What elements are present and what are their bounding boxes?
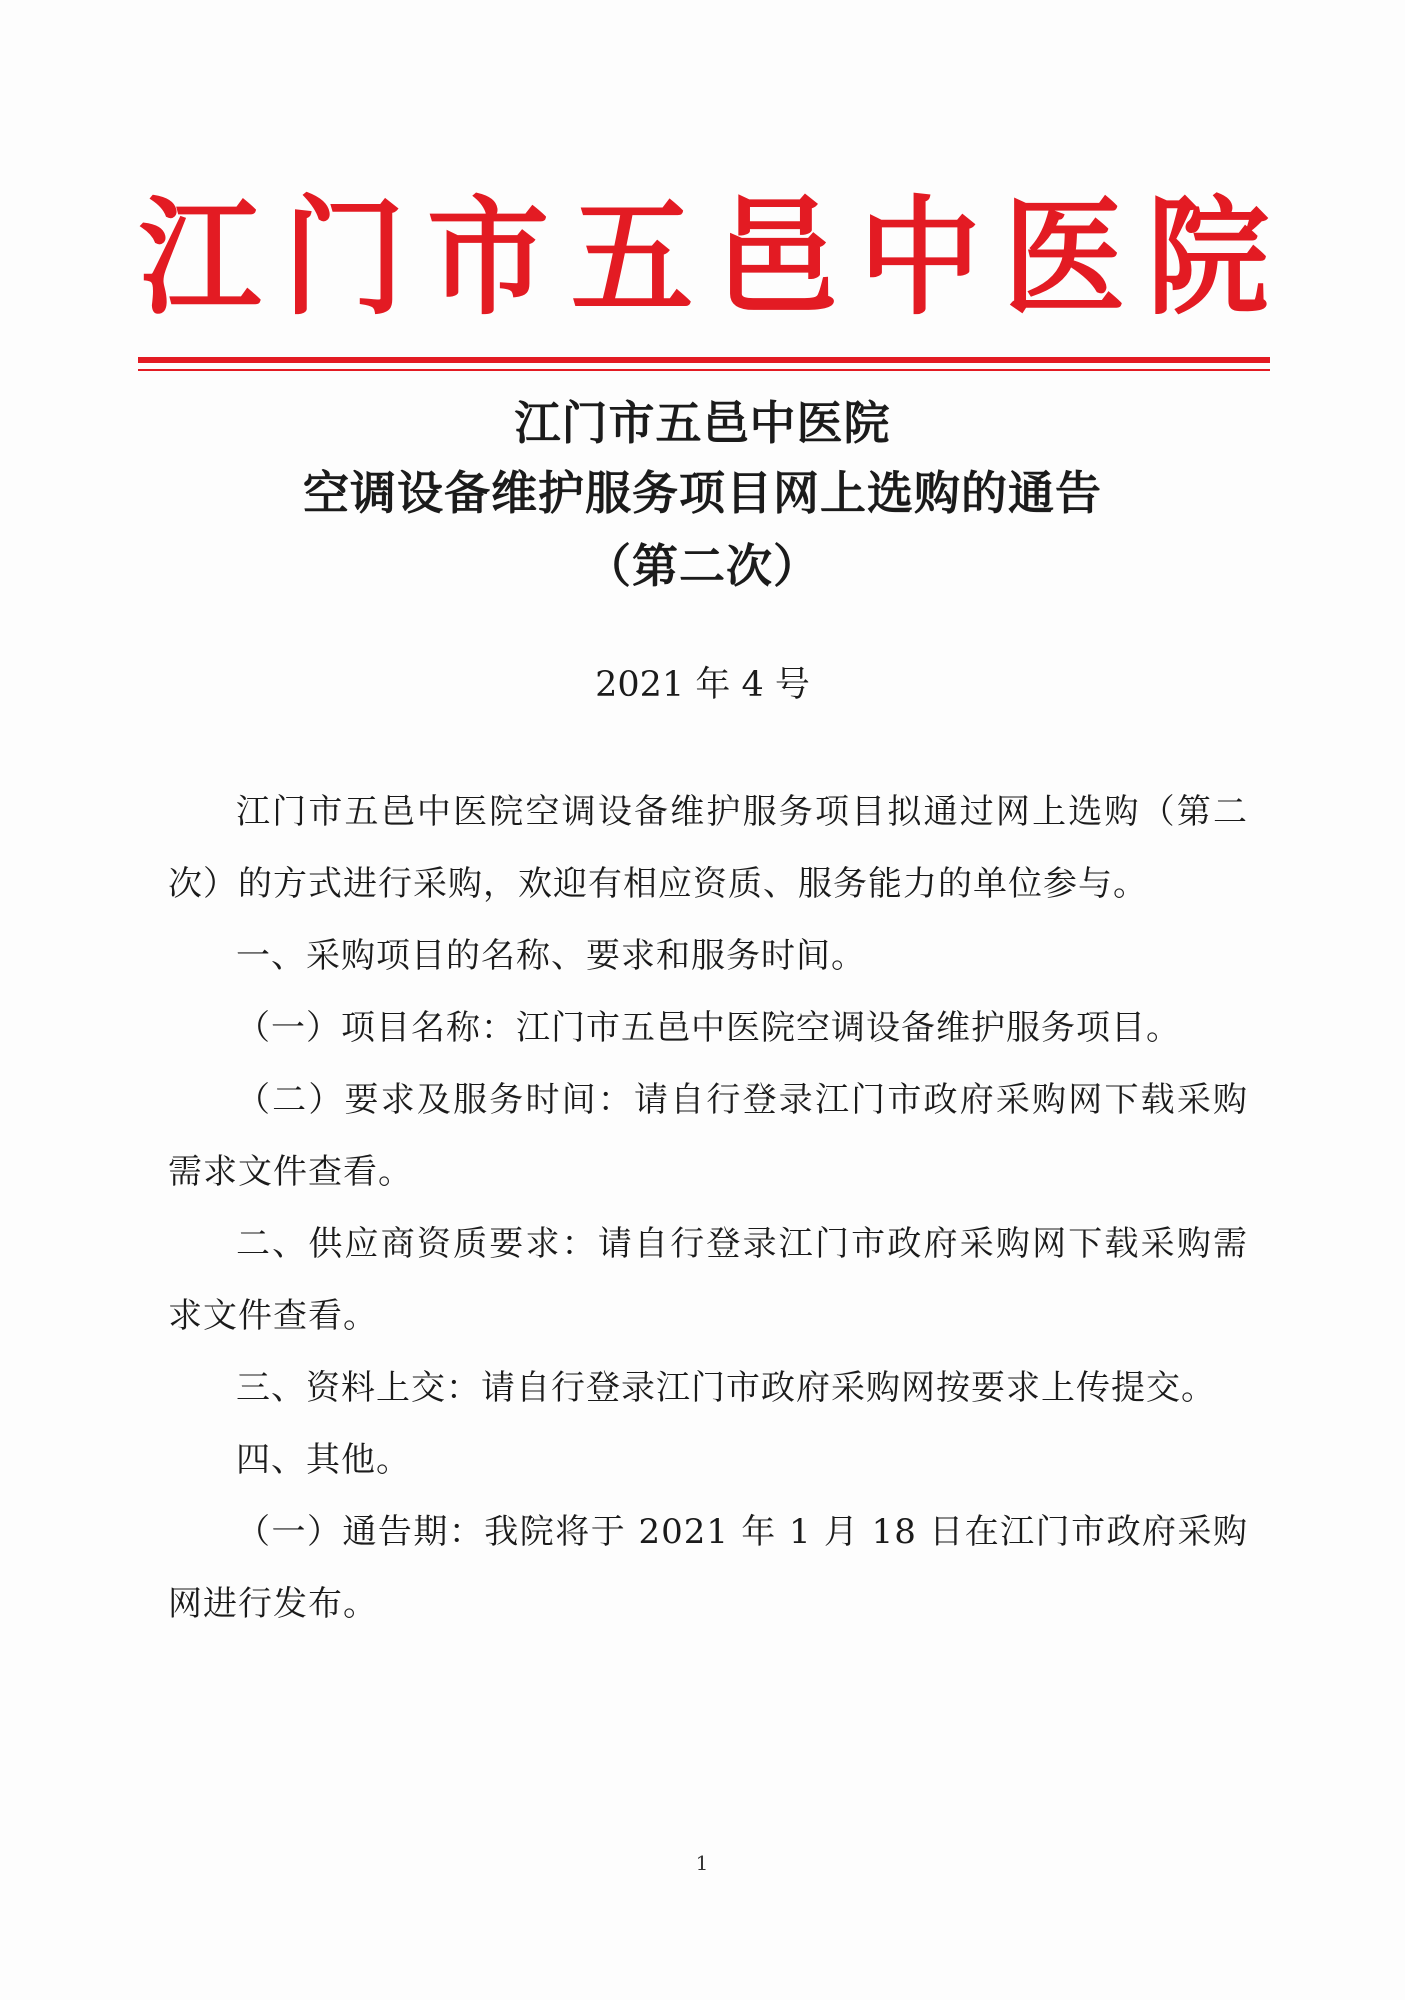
letterhead-char: 邑	[715, 181, 837, 333]
notice-title-line-3: （第二次）	[585, 539, 820, 593]
page-number: 1	[695, 1851, 709, 1875]
notice-title-line-2: 空调设备维护服务项目网上选购的通告	[303, 466, 1102, 520]
body-paragraph: 二、供应商资质要求：请自行登录江门市政府采购网下载采购需求文件查看。	[168, 1224, 1248, 1336]
letterhead-char: 院	[1147, 181, 1269, 333]
letterhead-rule-thin	[138, 369, 1270, 371]
letterhead-char: 五	[571, 181, 693, 333]
body-paragraph: 三、资料上交：请自行登录江门市政府采购网按要求上传提交。	[236, 1368, 1216, 1408]
body-paragraph: 江门市五邑中医院空调设备维护服务项目拟通过网上选购（第二次）的方式进行采购，欢迎有相应资质、服务能力的单位参与。	[168, 792, 1248, 904]
letterhead-char: 门	[283, 181, 405, 333]
notice-title-line-1: 江门市五邑中医院	[514, 396, 891, 450]
body-paragraph: （一）通告期：我院将于 2021 年 1 月 18 日在江门市政府采购网进行发布。	[168, 1512, 1248, 1624]
body-paragraph: 一、采购项目的名称、要求和服务时间。	[236, 936, 866, 976]
document-number: 2021 年 4 号	[595, 665, 810, 705]
letterhead	[139, 182, 1269, 332]
notice-body	[168, 776, 1248, 1640]
body-paragraph: （二）要求及服务时间：请自行登录江门市政府采购网下载采购需求文件查看。	[168, 1080, 1248, 1192]
body-paragraph: 四、其他。	[236, 1440, 411, 1480]
letterhead-char: 医	[1003, 181, 1125, 333]
letterhead-char: 江	[139, 181, 261, 333]
body-paragraph: （一）项目名称：江门市五邑中医院空调设备维护服务项目。	[236, 1008, 1181, 1048]
letterhead-char: 中	[859, 181, 981, 333]
letterhead-rule-thick	[138, 357, 1270, 363]
letterhead-char: 市	[427, 181, 549, 333]
